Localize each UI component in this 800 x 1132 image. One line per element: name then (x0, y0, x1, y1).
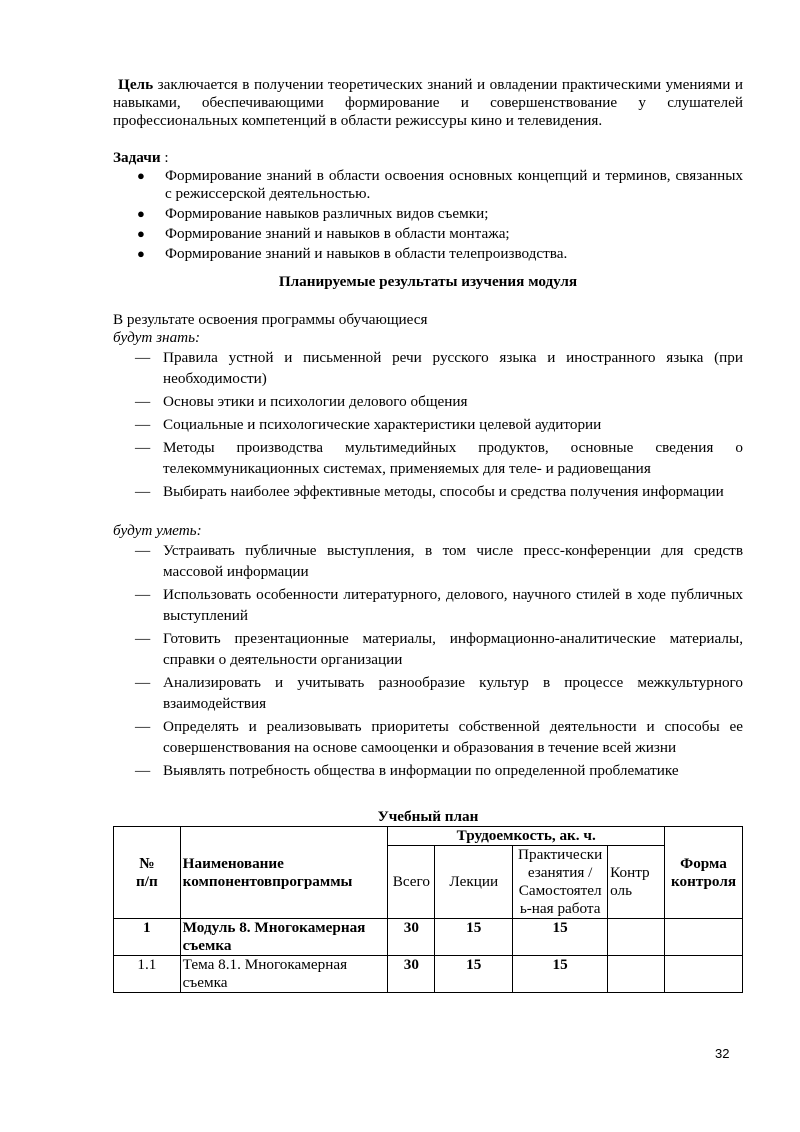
cell-lectures: 15 (435, 956, 513, 993)
header-form (665, 827, 743, 919)
list-item-text: Основы этики и психологии делового общения (163, 393, 468, 410)
dash-icon: — (135, 542, 151, 559)
plan-title: Учебный план (377, 808, 479, 825)
header-form-line1: Форма (680, 854, 727, 872)
list-item-text: Социальные и психологические характеристики целевой аудитории (163, 416, 602, 433)
dash-icon: — (135, 586, 151, 603)
list-item-text: Формирование знаний и навыков в области телепроизводства. (165, 245, 568, 262)
cell-form (665, 919, 743, 956)
dash-icon: — (135, 439, 151, 456)
dash-icon: — (135, 483, 151, 500)
list-item (113, 391, 743, 412)
cell-lectures: 15 (435, 919, 513, 956)
cell-num: 1.1 (114, 956, 181, 993)
header-labor: Трудоемкость, ак. ч. (388, 827, 665, 846)
header-num-line2: п/п (135, 872, 158, 890)
can-label: будут уметь: (113, 522, 202, 539)
header-control: Контр оль (608, 846, 665, 919)
cell-total: 30 (388, 956, 435, 993)
list-item-text: Выявлять потребность общества в информации по определенной проблематике (163, 762, 679, 779)
goal-text: заключается в получении теоретических знаний и овладении практическими умениями и навыками, обеспечивающими формирование и совершенствование у слушателей профессиональных компетенций в области режиссуры кино и телевидения. (113, 76, 743, 129)
list-item (113, 672, 743, 714)
list-item (113, 584, 743, 626)
dash-icon: — (135, 349, 151, 366)
list-item (113, 628, 743, 670)
dash-icon: — (135, 718, 151, 735)
table-row (114, 919, 743, 956)
list-item (113, 540, 743, 582)
can-list (113, 540, 743, 781)
list-item (113, 716, 743, 758)
header-form-line2: контроля (670, 872, 737, 890)
header-name-line1: Наименование (182, 854, 284, 872)
list-item (113, 167, 743, 203)
cell-practice: 15 (513, 956, 608, 993)
list-item (113, 205, 743, 223)
list-item-text: Формирование навыков различных видов съемки; (165, 205, 489, 222)
bullet-icon: ● (137, 168, 145, 183)
tasks-label-line (113, 149, 743, 167)
bullet-icon: ● (137, 226, 145, 241)
list-item (113, 760, 743, 781)
cell-name: Модуль 8. Многокамерная съемка (180, 919, 388, 956)
cell-name: Тема 8.1. Многокамерная съемка (180, 956, 388, 993)
cell-control (608, 956, 665, 993)
list-item-text: Методы производства мультимедийных продуктов, основные сведения о телекоммуникационных системах, применяемых для теле- и радиовещания (163, 439, 743, 477)
list-item-text: Устраивать публичные выступления, в том числе пресс-конференции для средств массовой информации (163, 542, 743, 580)
goal-paragraph (113, 76, 743, 130)
header-num-line1: № (139, 854, 155, 872)
list-item (113, 245, 743, 263)
list-item (113, 437, 743, 479)
table-header-row (114, 827, 743, 846)
header-lectures: Лекции (435, 846, 513, 919)
header-total: Всего (388, 846, 435, 919)
table-row (114, 956, 743, 993)
dash-icon: — (135, 630, 151, 647)
header-name-line2: компонентовпрограммы (182, 872, 353, 890)
bullet-icon: ● (137, 206, 145, 221)
list-item (113, 347, 743, 389)
know-label: будут знать: (113, 329, 201, 346)
list-item (113, 481, 743, 502)
list-item (113, 414, 743, 435)
goal-label: Цель (118, 76, 154, 93)
list-item-text: Правила устной и письменной речи русского языка и иностранного языка (при необходимости) (163, 349, 743, 387)
know-list (113, 347, 743, 502)
page-number: 32 (715, 1046, 730, 1061)
cell-total: 30 (388, 919, 435, 956)
cell-practice: 15 (513, 919, 608, 956)
cell-num: 1 (114, 919, 181, 956)
cell-control (608, 919, 665, 956)
header-practice: Практически езанятия / Самостоятел ь-ная работа (513, 846, 608, 919)
bullet-icon: ● (137, 246, 145, 261)
list-item (113, 225, 743, 243)
header-name (180, 827, 388, 919)
list-item-text: Выбирать наиболее эффективные методы, способы и средства получения информации (163, 483, 724, 500)
dash-icon: — (135, 416, 151, 433)
tasks-label: Задачи (113, 149, 161, 166)
results-intro: В результате освоения программы обучающиеся (113, 311, 428, 328)
list-item-text: Готовить презентационные материалы, информационно-аналитические материалы, справки о деятельности организации (163, 630, 743, 668)
page-content (113, 76, 743, 993)
list-item-text: Формирование знаний и навыков в области монтажа; (165, 225, 510, 242)
list-item-text: Формирование знаний в области освоения основных концепций и терминов, связанных с режиссерской деятельностью. (165, 167, 743, 202)
dash-icon: — (135, 393, 151, 410)
cell-form (665, 956, 743, 993)
dash-icon: — (135, 762, 151, 779)
list-item-text: Использовать особенности литературного, делового, научного стилей в ходе публичных выступлений (163, 586, 743, 624)
dash-icon: — (135, 674, 151, 691)
list-item-text: Анализировать и учитывать разнообразие культур в процессе межкультурного взаимодействия (163, 674, 743, 712)
tasks-label-suffix: : (160, 149, 169, 166)
header-num (114, 827, 181, 919)
list-item-text: Определять и реализовывать приоритеты собственной деятельности и способы ее совершенствования на основе самооценки и образования в течение всей жизни (163, 718, 743, 756)
results-heading: Планируемые результаты изучения модуля (278, 273, 578, 290)
plan-table (113, 826, 743, 993)
tasks-list (113, 167, 743, 263)
